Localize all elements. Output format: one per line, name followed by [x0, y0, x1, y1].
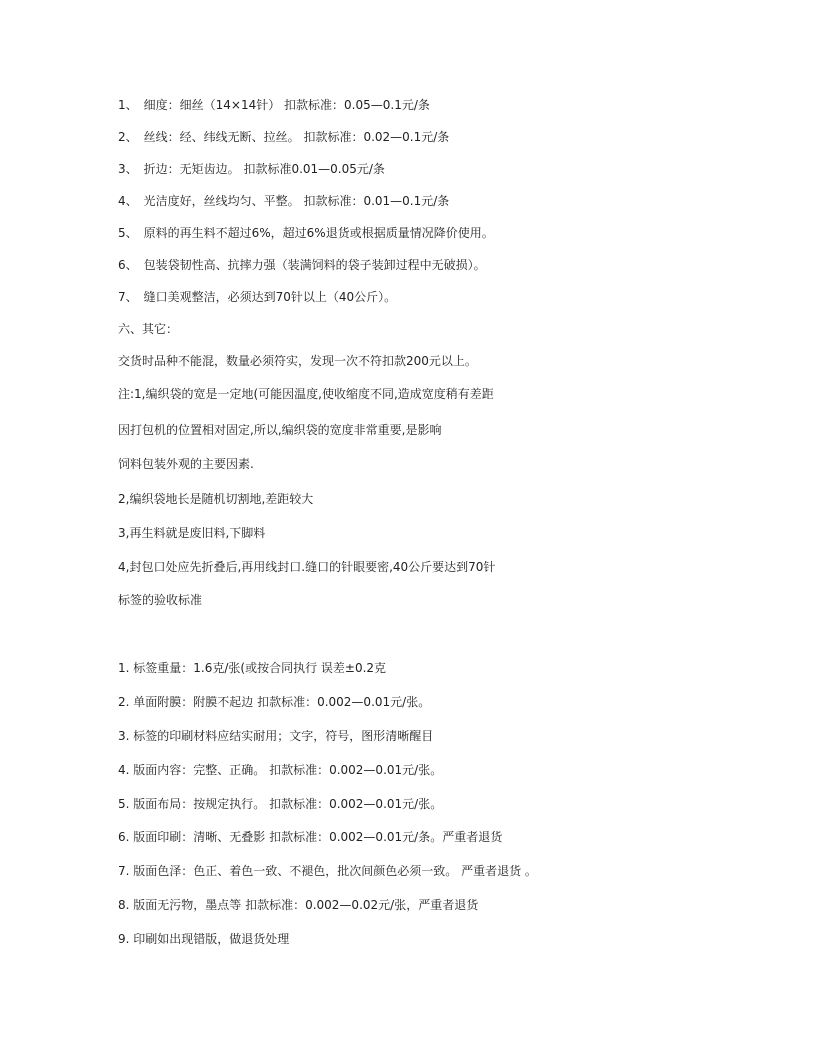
note-1-line-3: 饲料包装外观的主要因素.	[118, 457, 254, 471]
label-item-4: 4. 版面内容：完整、正确。 扣款标准：0.002—0.01元/张。	[118, 763, 443, 777]
quality-item-4: 4、 光洁度好，丝线均匀、平整。 扣款标准：0.01—0.1元/条	[118, 194, 450, 208]
quality-item-1: 1、 细度：细丝（14×14针） 扣款标准：0.05—0.1元/条	[118, 98, 430, 112]
note-4: 4,封包口处应先折叠后,再用线封口.缝口的针眼要密,40公斤要达到70针	[118, 560, 496, 574]
label-item-3: 3. 标签的印刷材料应结实耐用；文字，符号，图形清晰醒目	[118, 729, 434, 743]
label-item-5: 5. 版面布局：按规定执行。 扣款标准：0.002—0.01元/张。	[118, 797, 443, 811]
label-item-7: 7. 版面色泽：色正、着色一致、不褪色，批次间颜色必须一致。 严重者退货 。	[118, 864, 537, 878]
label-item-9: 9. 印刷如出现错版，做退货处理	[118, 932, 290, 946]
quality-item-5: 5、 原料的再生料不超过6%，超过6%退货或根据质量情况降价使用。	[118, 226, 494, 240]
label-item-2: 2. 单面附膜：附膜不起边 扣款标准：0.002—0.01元/张。	[118, 695, 431, 709]
label-item-8: 8. 版面无污物，墨点等 扣款标准：0.002—0.02元/张，严重者退货	[118, 898, 479, 912]
quality-item-6: 6、 包装袋韧性高、抗摔力强（装满饲料的袋子装卸过程中无破损）。	[118, 258, 486, 272]
note-2: 2,编织袋地长是随机切割地,差距较大	[118, 492, 314, 506]
note-1-line-2: 因打包机的位置相对固定,所以,编织袋的宽度非常重要,是影响	[118, 423, 442, 437]
section-heading-label-acceptance: 标签的验收标准	[118, 593, 203, 607]
quality-item-3: 3、 折边：无矩齿边。 扣款标准0.01—0.05元/条	[118, 162, 385, 176]
delivery-rule: 交货时品种不能混，数量必须符实，发现一次不符扣款200元以上。	[118, 354, 477, 368]
note-1-line-1: 注:1,编织袋的宽是一定地(可能因温度,使收缩度不同,造成宽度稍有差距	[118, 387, 494, 401]
section-heading-other: 六、其它：	[118, 322, 179, 336]
label-item-1: 1. 标签重量：1.6克/张(或按合同执行 误差±0.2克	[118, 661, 387, 675]
note-3: 3,再生料就是废旧料,下脚料	[118, 526, 266, 540]
quality-item-2: 2、 丝线：经、纬线无断、拉丝。 扣款标准：0.02—0.1元/条	[118, 130, 450, 144]
label-item-6: 6. 版面印刷：清晰、无叠影 扣款标准：0.002—0.01元/条。严重者退货	[118, 830, 503, 844]
quality-item-7: 7、 缝口美观整洁，必须达到70针以上（40公斤）。	[118, 290, 397, 304]
